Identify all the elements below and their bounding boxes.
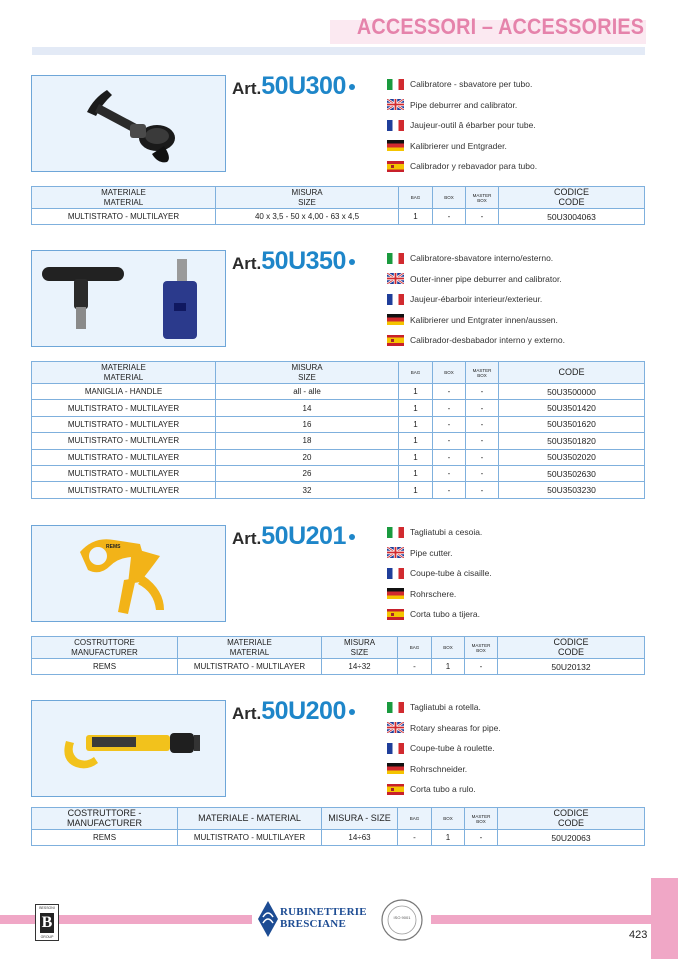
description-de: Kalibrierer und Entgrater innen/aussen. <box>387 310 647 331</box>
group-logo-top: BESSONI <box>39 906 55 910</box>
table-cell: - <box>433 400 466 416</box>
certification-text: ISO 9001 <box>393 915 411 920</box>
table-cell: 16 <box>216 416 399 432</box>
table-row <box>32 400 645 416</box>
column-header: MASTER BOX <box>466 187 499 209</box>
header-rule <box>32 47 645 55</box>
certification-seal-icon <box>380 898 424 942</box>
france-flag-icon <box>387 294 404 305</box>
page-number: 423 <box>629 929 648 941</box>
table-cell: - <box>466 482 499 498</box>
brand-name: RUBINETTERIE BRESCIANE <box>280 906 367 930</box>
t-handle-and-calibrator-icon <box>32 251 227 348</box>
spain-flag-icon <box>387 784 404 795</box>
table-cell: MULTISTRATO - MULTILAYER <box>32 449 216 465</box>
table-row <box>32 209 645 225</box>
france-flag-icon <box>387 120 404 131</box>
table-cell: 50U3501620 <box>499 416 645 432</box>
table-cell: 20 <box>216 449 399 465</box>
column-header: COSTRUTTORE MANUFACTURER <box>32 637 178 659</box>
table-cell: 14÷32 <box>322 659 398 675</box>
table-row <box>32 384 645 400</box>
table-cell: 50U3502630 <box>499 465 645 481</box>
table-cell: 50U20063 <box>498 830 645 846</box>
table-cell: 18 <box>216 433 399 449</box>
description-list <box>387 248 647 351</box>
table-cell: MANIGLIA - HANDLE <box>32 384 216 400</box>
table-cell: - <box>465 830 498 846</box>
italy-flag-icon <box>387 79 404 90</box>
table-cell: 1 <box>399 400 433 416</box>
column-header: MISURA SIZE <box>216 187 399 209</box>
column-header: CODICE CODE <box>498 637 645 659</box>
table-cell: - <box>466 384 499 400</box>
description-list <box>387 522 647 625</box>
description-en: Pipe cutter. <box>387 543 647 564</box>
germany-flag-icon <box>387 588 404 599</box>
column-header: MISURA SIZE <box>322 637 398 659</box>
italy-flag-icon <box>387 253 404 264</box>
column-header: CODICE CODE <box>498 808 645 830</box>
column-header: MASTER BOX <box>465 808 498 830</box>
table-cell: 50U3004063 <box>499 209 645 225</box>
uk-flag-icon <box>387 273 404 284</box>
france-flag-icon <box>387 743 404 754</box>
spain-flag-icon <box>387 335 404 346</box>
table-cell: 1 <box>399 465 433 481</box>
column-header: BOX <box>433 187 466 209</box>
column-header: BOX <box>433 362 466 384</box>
table-row <box>32 482 645 498</box>
table-cell: 1 <box>432 659 465 675</box>
uk-flag-icon <box>387 99 404 110</box>
column-header: MASTER BOX <box>466 362 499 384</box>
svg-text:REMS: REMS <box>106 544 121 550</box>
italy-flag-icon <box>387 702 404 713</box>
table-cell: MULTISTRATO - MULTILAYER <box>178 659 322 675</box>
column-header: BOX <box>432 637 465 659</box>
group-logo-bottom: GROUP <box>40 935 54 939</box>
group-logo <box>35 904 59 941</box>
spain-flag-icon <box>387 161 404 172</box>
group-logo-letter: B <box>41 914 53 931</box>
description-it: Calibratore - sbavatore per tubo. <box>387 74 647 95</box>
pipe-deburrer-calibrator-icon <box>32 76 227 173</box>
pipe-shears-icon <box>32 526 227 623</box>
table-cell: 1 <box>399 209 433 225</box>
table-cell: 50U20132 <box>498 659 645 675</box>
italy-flag-icon <box>387 527 404 538</box>
column-header: COSTRUTTORE - MANUFACTURER <box>32 808 178 830</box>
table-cell: 50U3501820 <box>499 433 645 449</box>
table-cell: 1 <box>399 384 433 400</box>
spec-table <box>31 636 645 675</box>
product-image <box>31 250 226 347</box>
table-cell: - <box>433 433 466 449</box>
table-cell: - <box>433 209 466 225</box>
column-header: MATERIALE - MATERIAL <box>178 808 322 830</box>
germany-flag-icon <box>387 140 404 151</box>
table-cell: 1 <box>399 482 433 498</box>
certification-seal <box>380 898 424 942</box>
table-cell: - <box>433 416 466 432</box>
description-fr: Coupe-tube à roulette. <box>387 738 647 759</box>
table-header-row <box>32 808 645 830</box>
table-cell: MULTISTRATO - MULTILAYER <box>32 465 216 481</box>
description-de: Kalibrierer und Entgrader. <box>387 136 647 157</box>
description-it: Tagliatubi a rotella. <box>387 697 647 718</box>
table-cell: MULTISTRATO - MULTILAYER <box>32 433 216 449</box>
description-en: Pipe deburrer and calibrator. <box>387 95 647 116</box>
description-es: Corta tubo a rulo. <box>387 779 647 800</box>
column-header: BOX <box>432 808 465 830</box>
product-image <box>31 75 226 172</box>
description-en: Outer-inner pipe deburrer and calibrator. <box>387 269 647 290</box>
table-cell: all - alle <box>216 384 399 400</box>
table-cell: 32 <box>216 482 399 498</box>
table-cell: 50U3500000 <box>499 384 645 400</box>
brand-logo <box>256 899 368 939</box>
table-row <box>32 465 645 481</box>
spec-table <box>31 186 645 225</box>
page-tab <box>651 878 678 959</box>
table-header-row <box>32 637 645 659</box>
table-row <box>32 830 645 846</box>
table-cell: REMS <box>32 830 178 846</box>
table-cell: MULTISTRATO - MULTILAYER <box>32 416 216 432</box>
column-header: MATERIALE MATERIAL <box>32 362 216 384</box>
table-cell: 40 x 3,5 - 50 x 4,00 - 63 x 4,5 <box>216 209 399 225</box>
table-cell: MULTISTRATO - MULTILAYER <box>32 400 216 416</box>
table-cell: REMS <box>32 659 178 675</box>
column-header: CODE <box>499 362 645 384</box>
description-list <box>387 74 647 177</box>
column-header: MISURA SIZE <box>216 362 399 384</box>
table-cell: 50U3502020 <box>499 449 645 465</box>
product-image <box>31 525 226 622</box>
germany-flag-icon <box>387 314 404 325</box>
description-it: Tagliatubi a cesoia. <box>387 522 647 543</box>
article-number: Art.50U300 <box>232 72 355 101</box>
table-cell: MULTISTRATO - MULTILAYER <box>32 209 216 225</box>
spec-table <box>31 807 645 846</box>
description-de: Rohrschneider. <box>387 759 647 780</box>
table-cell: 50U3501420 <box>499 400 645 416</box>
table-cell: 14÷63 <box>322 830 398 846</box>
france-flag-icon <box>387 568 404 579</box>
description-it: Calibratore-sbavatore interno/esterno. <box>387 248 647 269</box>
column-header: CODICE CODE <box>499 187 645 209</box>
table-cell: - <box>466 433 499 449</box>
table-cell: 1 <box>399 449 433 465</box>
table-row <box>32 433 645 449</box>
table-cell: - <box>433 465 466 481</box>
column-header: MATERIALE MATERIAL <box>32 187 216 209</box>
table-cell: 1 <box>399 416 433 432</box>
article-number: Art.50U201 <box>232 522 355 551</box>
table-cell: MULTISTRATO - MULTILAYER <box>178 830 322 846</box>
description-en: Rotary shearas for pipe. <box>387 718 647 739</box>
spec-table <box>31 361 645 499</box>
column-header: BAG <box>398 808 432 830</box>
description-fr: Jaujeur-outil â ébarber pour tube. <box>387 115 647 136</box>
description-fr: Jaujeur-ébarboir interieur/exterieur. <box>387 289 647 310</box>
product-image <box>31 700 226 797</box>
table-cell: 14 <box>216 400 399 416</box>
roller-pipe-cutter-icon <box>32 701 227 798</box>
description-es: Calibrador y rebavador para tubo. <box>387 156 647 177</box>
column-header: MISURA - SIZE <box>322 808 398 830</box>
column-header: BAG <box>398 637 432 659</box>
description-es: Calibrador-desbabador interno y externo. <box>387 330 647 351</box>
spain-flag-icon <box>387 609 404 620</box>
table-row <box>32 659 645 675</box>
table-header-row <box>32 187 645 209</box>
table-cell: - <box>466 465 499 481</box>
brand-emblem-icon <box>256 899 280 939</box>
table-cell: 1 <box>432 830 465 846</box>
table-cell: - <box>465 659 498 675</box>
table-header-row <box>32 362 645 384</box>
table-cell: - <box>433 449 466 465</box>
column-header: MATERIALE MATERIAL <box>178 637 322 659</box>
table-cell: - <box>466 209 499 225</box>
table-cell: - <box>466 416 499 432</box>
column-header: BAG <box>399 187 433 209</box>
description-de: Rohrschere. <box>387 584 647 605</box>
table-cell: - <box>398 659 432 675</box>
column-header: BAG <box>399 362 433 384</box>
description-fr: Coupe-tube à cisaille. <box>387 563 647 584</box>
table-cell: - <box>466 400 499 416</box>
column-header: MASTER BOX <box>465 637 498 659</box>
description-es: Corta tubo a tijera. <box>387 604 647 625</box>
page-title: ACCESSORI – ACCESSORIES <box>356 14 644 39</box>
table-cell: - <box>433 482 466 498</box>
uk-flag-icon <box>387 547 404 558</box>
table-cell: - <box>466 449 499 465</box>
article-number: Art.50U350 <box>232 247 355 276</box>
table-row <box>32 416 645 432</box>
table-cell: 50U3503230 <box>499 482 645 498</box>
germany-flag-icon <box>387 763 404 774</box>
table-cell: 1 <box>399 433 433 449</box>
article-number: Art.50U200 <box>232 697 355 726</box>
table-cell: 26 <box>216 465 399 481</box>
uk-flag-icon <box>387 722 404 733</box>
table-cell: - <box>433 384 466 400</box>
table-cell: - <box>398 830 432 846</box>
description-list <box>387 697 647 800</box>
footer-bar-right <box>431 915 651 924</box>
table-cell: MULTISTRATO - MULTILAYER <box>32 482 216 498</box>
table-row <box>32 449 645 465</box>
